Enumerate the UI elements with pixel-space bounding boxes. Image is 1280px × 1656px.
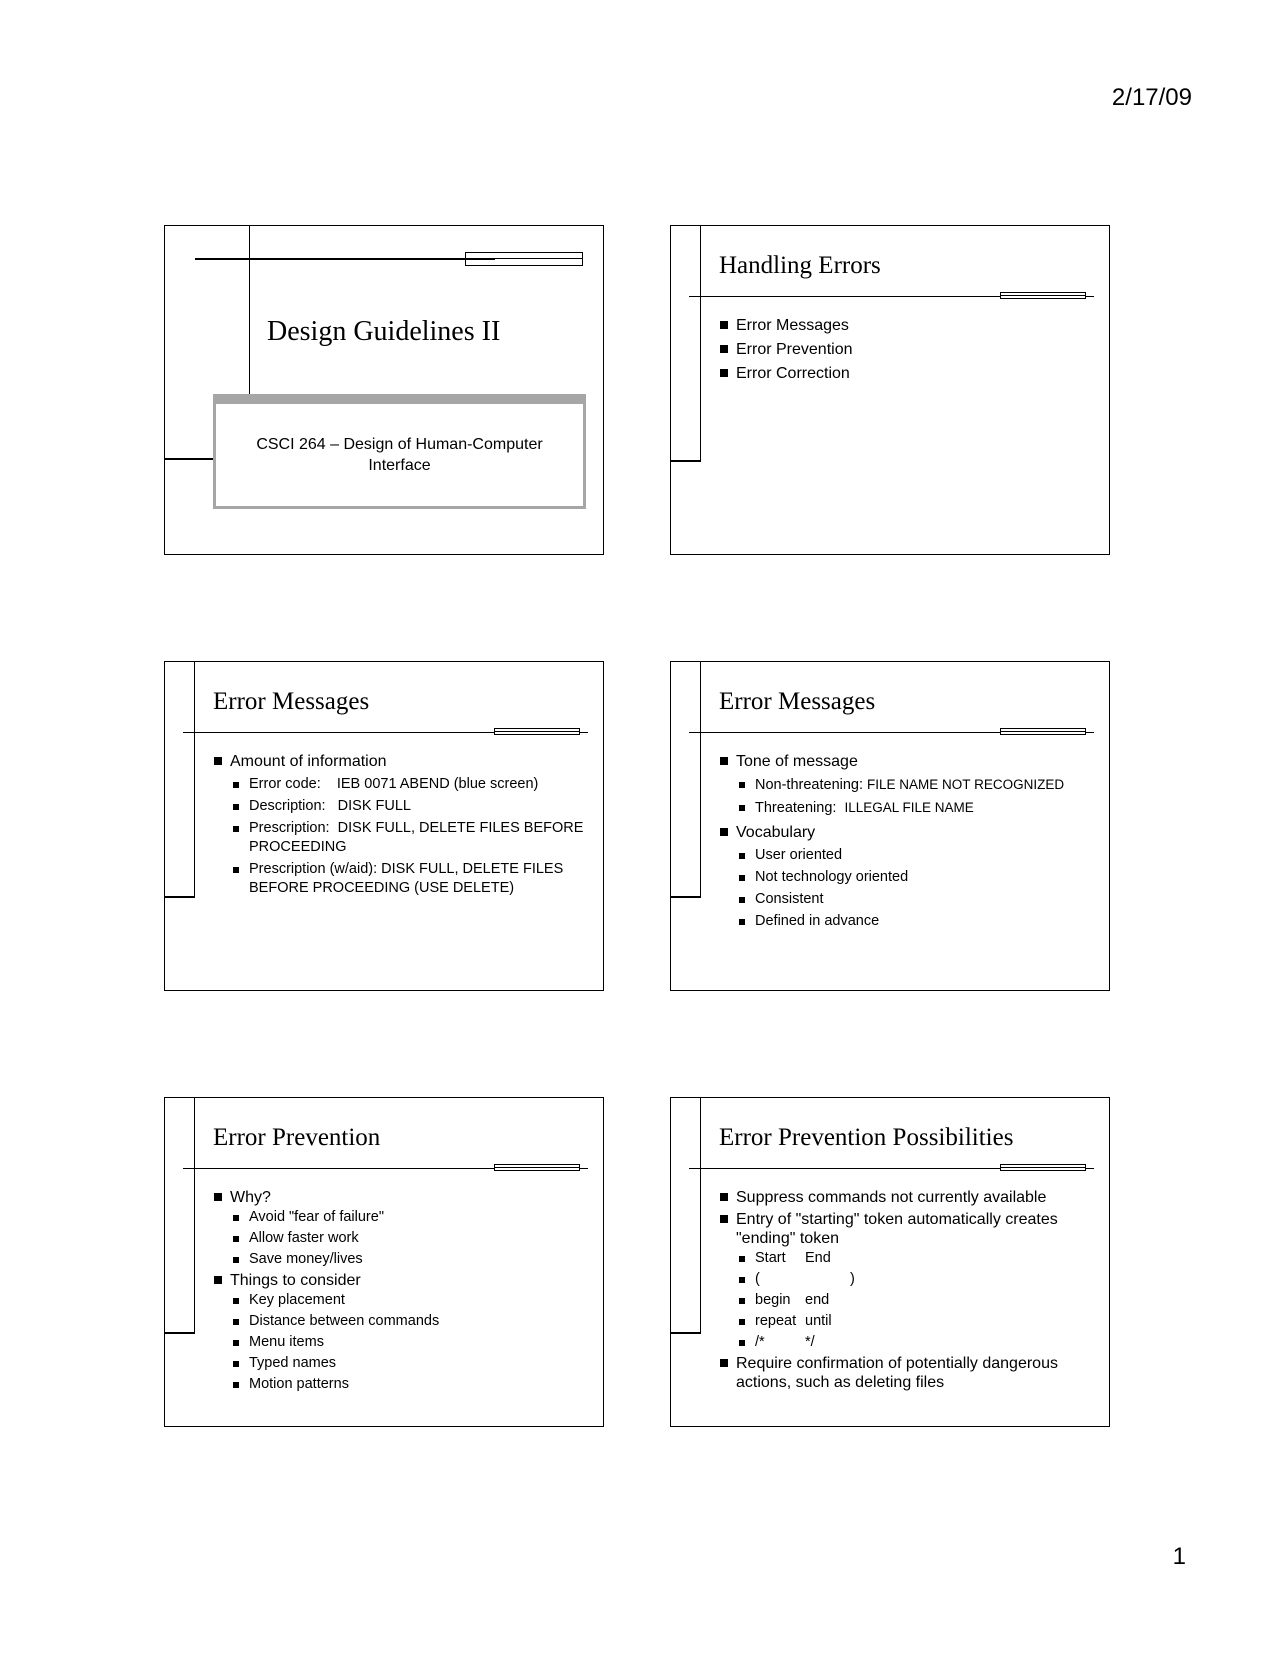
bullet-text: Things to consider — [230, 1272, 361, 1289]
sub-bullet-item: User oriented — [736, 846, 1095, 865]
sub-bullet-item: Menu items — [230, 1333, 589, 1352]
decor-bar — [494, 1164, 580, 1171]
sub-value: DISK FULL — [337, 798, 411, 814]
sub-bullet-item: Not technology oriented — [736, 868, 1095, 887]
bullet-text: Vocabulary — [736, 824, 816, 841]
slide-error-prevention-possibilities — [670, 1097, 1110, 1427]
start-token: /* — [755, 1334, 765, 1350]
sub-bullet-item — [736, 775, 1095, 795]
sub-bullet-item — [736, 798, 1095, 818]
slide-error-messages-tone — [670, 661, 1110, 991]
decor-line — [700, 662, 701, 898]
decor-tick — [671, 1332, 701, 1334]
bullet-item — [213, 1271, 589, 1394]
slide-error-messages-amount — [164, 661, 604, 991]
sub-label: Threatening: — [755, 800, 837, 816]
end-token: ) — [850, 1271, 855, 1287]
decor-tick — [671, 896, 701, 898]
bullet-item — [719, 752, 1095, 818]
token-pair — [736, 1333, 1095, 1352]
bullet-item — [719, 1210, 1095, 1352]
sub-bullet-item: Save money/lives — [230, 1250, 589, 1269]
start-token: begin — [755, 1292, 791, 1308]
decor-tick — [165, 458, 213, 460]
decor-tick — [671, 460, 701, 462]
sub-value: DISK FULL, DELETE FILES BEFORE PROCEEDING — [249, 820, 584, 855]
bullet-item: Error Correction — [719, 364, 1095, 383]
decor-line — [249, 226, 250, 394]
bullet-item — [213, 752, 589, 898]
sub-bullet-item — [230, 775, 589, 794]
sub-bullet-item — [230, 797, 589, 816]
bullet-item — [213, 1188, 589, 1269]
slide-title: Error Messages — [213, 688, 370, 715]
end-token: End — [805, 1250, 831, 1266]
bullet-item: Error Prevention — [719, 340, 1095, 359]
decor-line — [700, 226, 701, 462]
slide-subtitle: CSCI 264 – Design of Human-Computer Interface — [256, 436, 543, 474]
decor-tick — [165, 896, 195, 898]
decor-line — [195, 258, 495, 260]
sub-label: Non-threatening: — [755, 777, 864, 793]
sub-value: FILE NAME NOT RECOGNIZED — [867, 777, 1065, 792]
sub-bullet-item: Consistent — [736, 890, 1095, 909]
decor-line — [194, 1098, 195, 1334]
slide-design-guidelines — [164, 225, 604, 555]
sub-value: DISK FULL, DELETE FILES BEFORE PROCEEDING (USE DELETE) — [249, 861, 564, 896]
sub-bullet-item: Typed names — [230, 1354, 589, 1373]
end-token: */ — [805, 1334, 815, 1350]
decor-tick — [165, 1332, 195, 1334]
bullet-text: Why? — [230, 1189, 271, 1206]
page-number: 1 — [1172, 1543, 1186, 1570]
start-token: ( — [755, 1271, 760, 1287]
bullet-text: Tone of message — [736, 753, 858, 770]
sub-value: ILLEGAL FILE NAME — [844, 800, 974, 815]
decor-bar — [465, 252, 583, 266]
decor-line — [700, 1098, 701, 1334]
decor-bar — [1000, 292, 1086, 299]
slide-title: Design Guidelines II — [267, 316, 501, 347]
sub-bullet-item — [230, 819, 589, 857]
sub-bullet-item: Defined in advance — [736, 912, 1095, 931]
end-token: end — [805, 1292, 830, 1308]
start-token: Start — [755, 1250, 786, 1266]
token-pair — [736, 1249, 1095, 1268]
sub-bullet-item: Allow faster work — [230, 1229, 589, 1248]
sub-label: Error code: — [249, 776, 321, 792]
token-pair — [736, 1270, 1095, 1289]
slide-title: Error Messages — [719, 688, 876, 715]
decor-line — [194, 662, 195, 898]
start-token: repeat — [755, 1313, 797, 1329]
token-pair — [736, 1312, 1095, 1331]
sub-bullet-item — [230, 860, 589, 898]
subtitle-box — [213, 394, 586, 509]
sub-label: Description: — [249, 798, 326, 814]
decor-bar — [1000, 728, 1086, 735]
bullet-text: Entry of "starting" token automatically creates "ending" token — [736, 1211, 1058, 1247]
sub-value: IEB 0071 ABEND (blue screen) — [336, 776, 539, 792]
sub-bullet-item: Key placement — [230, 1291, 589, 1310]
slide-title: Handling Errors — [719, 252, 881, 279]
bullet-item — [719, 823, 1095, 931]
sub-bullet-item: Distance between commands — [230, 1312, 589, 1331]
sub-label: Prescription (w/aid): — [249, 861, 378, 877]
decor-bar — [494, 728, 580, 735]
decor-bar — [1000, 1164, 1086, 1171]
slide-title: Error Prevention Possibilities — [719, 1124, 1014, 1151]
slide-title: Error Prevention — [213, 1124, 381, 1151]
sub-bullet-item: Motion patterns — [230, 1375, 589, 1394]
token-pair — [736, 1291, 1095, 1310]
slide-handling-errors — [670, 225, 1110, 555]
document-date: 2/17/09 — [1111, 84, 1192, 111]
bullet-text: Amount of information — [230, 753, 387, 770]
bullet-item: Require confirmation of potentially dangerous actions, such as deleting files — [719, 1354, 1095, 1392]
slide-error-prevention — [164, 1097, 604, 1427]
bullet-item: Error Messages — [719, 316, 1095, 335]
bullet-item: Suppress commands not currently available — [719, 1188, 1095, 1207]
end-token: until — [805, 1313, 832, 1329]
sub-label: Prescription: — [249, 820, 330, 836]
sub-bullet-item: Avoid "fear of failure" — [230, 1208, 589, 1227]
